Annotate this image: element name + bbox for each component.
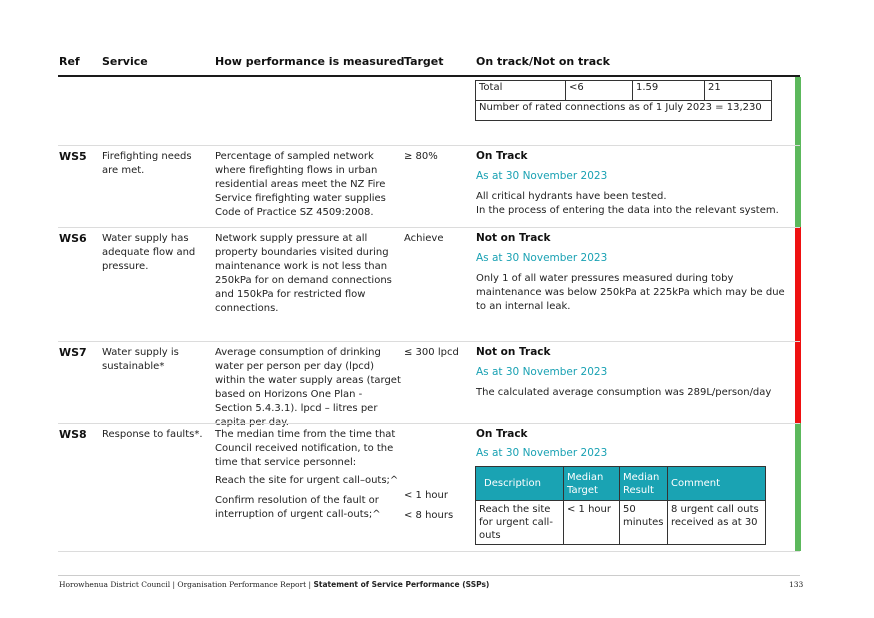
- footer-left: Horowhenua District Council | Organisation Performance Report |: [59, 580, 314, 589]
- target-ws6: Achieve: [404, 233, 444, 244]
- table-header-row: [476, 467, 766, 501]
- table-cell: Reach the site for urgent call-outs: [476, 501, 564, 545]
- status-ws7: Not on Track: [476, 346, 551, 358]
- note-ws6: Only 1 of all water pressures measured during toby maintenance was below 250kPa at 225kPa which may be due to an internal leak.: [476, 273, 785, 312]
- header-divider: [58, 75, 800, 77]
- header-measure: How performance is measured: [215, 55, 405, 68]
- target-ws7: ≤ 300 lpcd: [404, 347, 459, 358]
- row-divider: [58, 227, 800, 228]
- measure-ws8-a: Reach the site for urgent call–outs;^: [215, 475, 399, 486]
- as-at-ws8: As at 30 November 2023: [476, 447, 608, 459]
- header-status: On track/Not on track: [476, 55, 610, 68]
- table-cell: < 1 hour: [564, 501, 620, 545]
- status-ws5: On Track: [476, 150, 528, 162]
- table-header: Description: [476, 467, 564, 501]
- page-number: 133: [789, 580, 804, 589]
- status-bar-ws6-ws7: [795, 227, 801, 423]
- table-header: Median Target: [564, 467, 620, 501]
- as-at-ws5: As at 30 November 2023: [476, 170, 608, 182]
- response-times-table: [475, 466, 766, 545]
- table-cell: 8 urgent call outs received as at 30: [668, 501, 766, 545]
- as-at-ws6: As at 30 November 2023: [476, 252, 608, 264]
- rated-connections-table: [475, 80, 772, 121]
- ref-ws7: WS7: [59, 346, 87, 359]
- status-ws6: Not on Track: [476, 232, 551, 244]
- measure-ws7: Average consumption of drinking water per person per day (lpcd) within the water supply areas (target based on Horizons One Plan - Section 5.4.3.1). lpcd – litres per: [215, 347, 401, 414]
- ref-ws5: WS5: [59, 150, 87, 163]
- note-ws7: The calculated average consumption was 289L/person/day: [476, 387, 772, 398]
- measure-ws6: Network supply pressure at all property boundaries visited during maintenance work is not less than 250kPa for on demand connections and 150kPa for restricted flow connections.: [215, 233, 392, 314]
- target-ws8-a: < 1 hour: [404, 490, 449, 501]
- ref-ws8: WS8: [59, 428, 87, 441]
- note-ws5-1: All critical hydrants have been tested.: [476, 191, 667, 202]
- target-ws8-b: < 8 hours: [404, 510, 454, 521]
- table-cell: <6: [566, 81, 633, 101]
- table-cell: Total: [476, 81, 566, 101]
- table-cell: 21: [705, 81, 772, 101]
- table-cell: 1.59: [633, 81, 705, 101]
- row-divider: [58, 145, 800, 146]
- service-ws7: Water supply is sustainable*: [102, 347, 179, 372]
- footer-divider: [58, 575, 800, 576]
- row-divider: [58, 551, 800, 552]
- status-bar-ws5: [795, 77, 801, 227]
- header-service: Service: [102, 55, 148, 68]
- footer-text: [59, 580, 489, 589]
- status-bar-ws8: [795, 423, 801, 551]
- table-header: Median Result: [620, 467, 668, 501]
- as-at-ws7: As at 30 November 2023: [476, 366, 608, 378]
- table-row: [476, 101, 772, 121]
- table-header: Comment: [668, 467, 766, 501]
- target-ws5: ≥ 80%: [404, 151, 438, 162]
- ref-ws6: WS6: [59, 232, 87, 245]
- service-ws8: Response to faults*.: [102, 429, 203, 440]
- table-row: [476, 501, 766, 545]
- status-ws8: On Track: [476, 428, 528, 440]
- measure-ws5: Percentage of sampled network where firefighting flows in urban residential areas meet the NZ Fire Service firefighting water supplies Code of Practice SZ 4509:2008.: [215, 151, 386, 218]
- table-cell: Number of rated connections as of 1 July 2023 = 13,230: [476, 101, 772, 121]
- table-cell: 50 minutes: [620, 501, 668, 545]
- measure-ws8-b: Confirm resolution of the fault or interruption of urgent call-outs;^: [215, 495, 381, 520]
- header-ref: Ref: [59, 55, 80, 68]
- measure-ws8: The median time from the time that Council received notification, to the time that service personnel:: [215, 429, 396, 468]
- row-divider: [58, 423, 800, 424]
- footer-section-title: Statement of Service Performance (SSPs): [313, 580, 490, 589]
- service-ws5: Firefighting needs are met.: [102, 151, 192, 176]
- note-ws5-2: In the process of entering the data into the relevant system.: [476, 205, 779, 216]
- row-divider: [58, 341, 800, 342]
- header-target: Target: [404, 55, 444, 68]
- table-row: [476, 81, 772, 101]
- service-ws6: Water supply has adequate flow and pressure.: [102, 233, 196, 272]
